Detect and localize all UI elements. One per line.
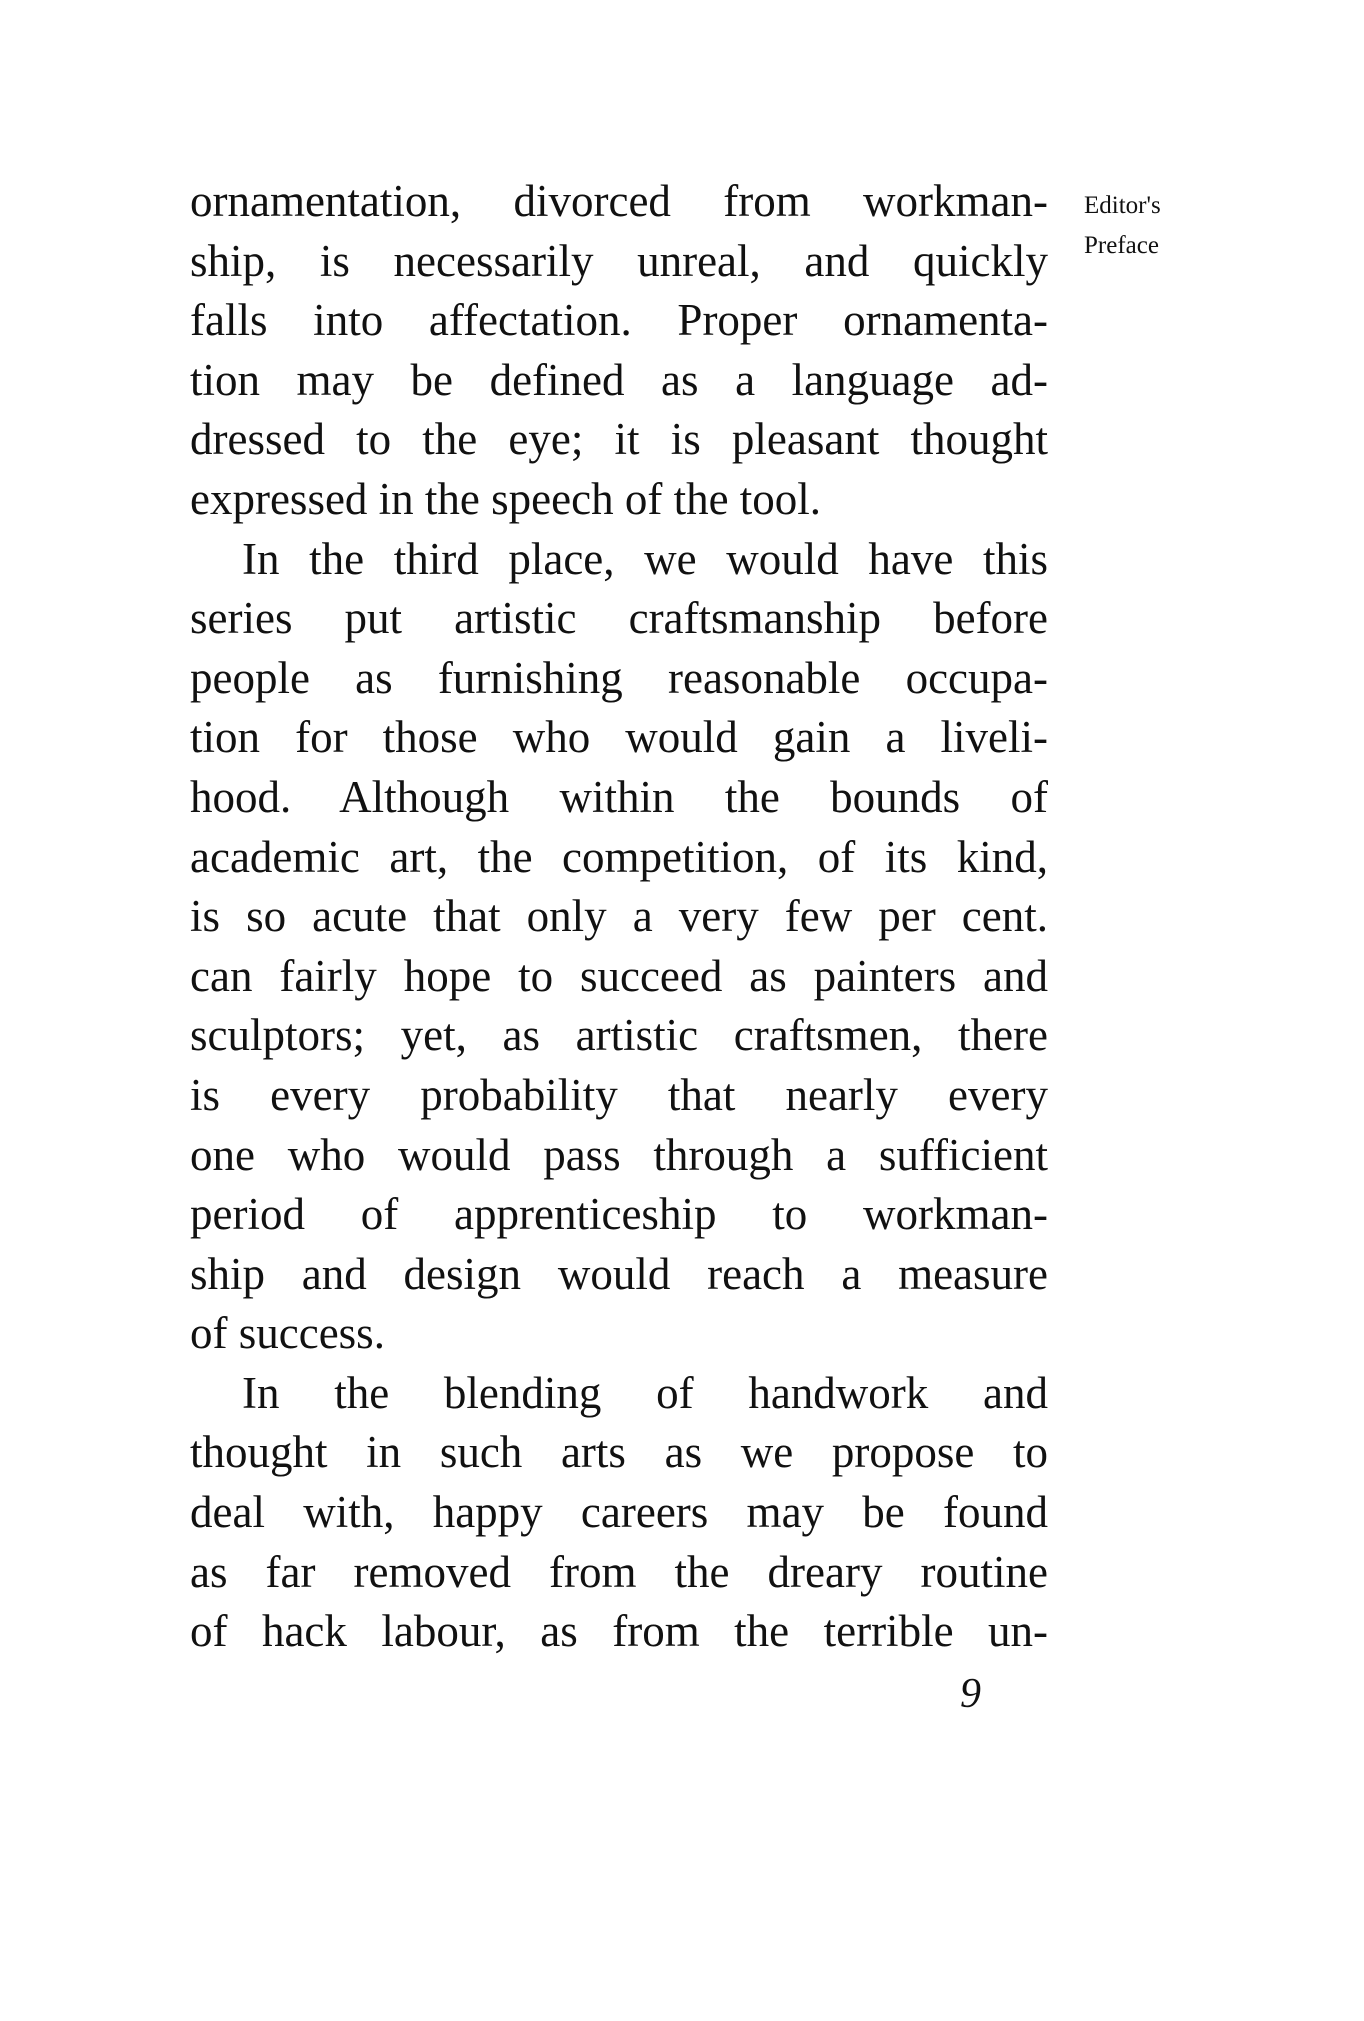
text-line: In the blending of handwork and — [242, 1367, 1048, 1418]
text-line: people as furnishing reasonable occupa- — [190, 652, 1048, 703]
text-line: academic art, the competition, of its kind, — [190, 831, 1048, 882]
text-line: expressed in the speech of the tool. — [190, 473, 822, 524]
marginal-gloss-line-1: Editor's — [1084, 192, 1161, 219]
text-line: of hack labour, as from the terrible un- — [190, 1606, 1048, 1657]
text-line: is every probability that nearly every — [190, 1069, 1048, 1120]
text-line: series put artistic craftsmanship before — [190, 593, 1048, 644]
text-line: dressed to the eye; it is pleasant thought — [190, 414, 1048, 465]
text-line: thought in such arts as we propose to — [190, 1427, 1048, 1478]
text-line: ship and design would reach a measure — [190, 1248, 1048, 1299]
text-line: period of apprenticeship to workman- — [190, 1189, 1048, 1240]
text-line: is so acute that only a very few per cent. — [190, 891, 1048, 942]
text-line: of success. — [190, 1308, 385, 1359]
marginal-gloss-line-2: Preface — [1084, 232, 1159, 259]
text-line: deal with, happy careers may be found — [190, 1487, 1048, 1538]
body-text — [190, 172, 1048, 1662]
paragraph — [190, 1364, 1048, 1662]
text-line: sculptors; yet, as artistic craftsmen, there — [190, 1010, 1048, 1061]
text-line: ornamentation, divorced from workman- — [190, 176, 1048, 226]
text-line: can fairly hope to succeed as painters and — [190, 950, 1048, 1001]
page-number: 9 — [960, 1671, 981, 1717]
text-line: In the third place, we would have this — [242, 533, 1048, 584]
text-line: ship, is necessarily unreal, and quickly — [190, 235, 1048, 286]
paragraph — [190, 530, 1048, 1364]
text-line: tion for those who would gain a liveli- — [190, 712, 1048, 763]
paragraph — [190, 172, 1048, 530]
text-line: as far removed from the dreary routine — [190, 1546, 1048, 1597]
text-line: falls into affectation. Proper ornamenta- — [190, 295, 1048, 346]
text-line: one who would pass through a sufficient — [190, 1129, 1048, 1180]
text-line: hood. Although within the bounds of — [190, 771, 1048, 822]
text-line: tion may be defined as a language ad- — [190, 354, 1048, 405]
